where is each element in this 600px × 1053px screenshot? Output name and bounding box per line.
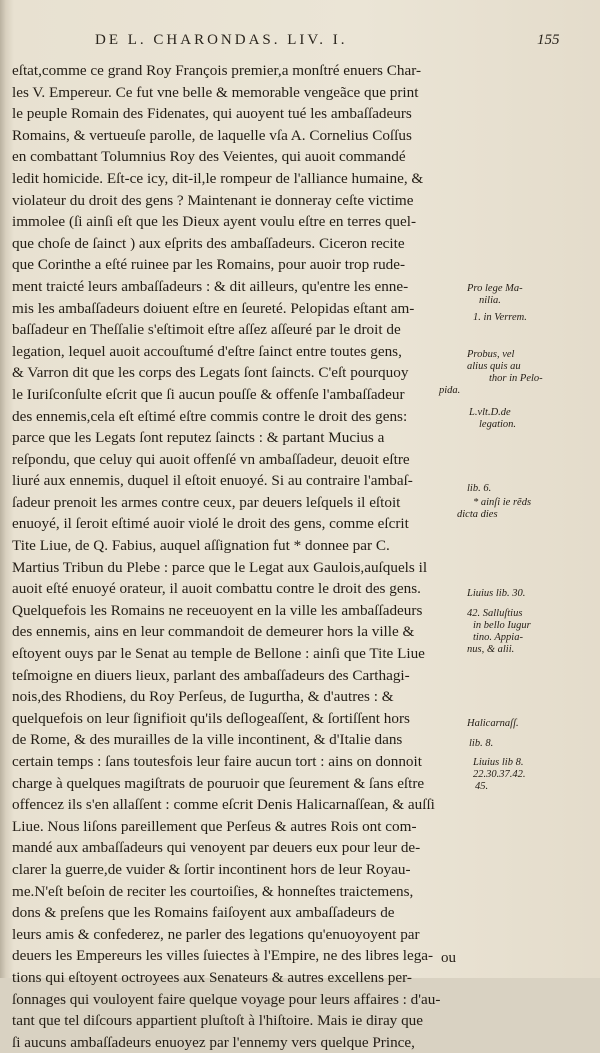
text-line: ledit homicide. Eſt-ce icy, dit-il,le rompeur de l'alliance humaine, & <box>12 169 424 187</box>
text-line: mandé aux ambaſſadeurs qui venoyent par deuers eux pour leur de- <box>12 839 421 857</box>
text-line: enuoyé, il ſeroit eſtimé auoir violé le droit des gens, comme eſcrit <box>12 515 409 533</box>
text-line: de Rome, & des murailles de la ville incontinent, & d'Italie dans <box>12 731 403 749</box>
margin-note-probus <box>439 349 597 397</box>
margin-note-line: thor in Pelo- <box>489 373 543 384</box>
text-line: Tite Liue, de Q. Fabius, auquel aſſignation fut * donnee par C. <box>12 537 390 555</box>
margin-note-line: legation. <box>479 419 517 430</box>
catchword: ou <box>441 950 456 966</box>
text-line: auoit eſté enuoyé orateur, il auoit combattu contre le droit des gens. <box>12 580 421 598</box>
margin-note-livius8 <box>467 757 597 793</box>
text-line: Liue. Nous liſons pareillement que Perſeus & autres Rois ont com- <box>12 817 417 835</box>
text-line: ſadeur prenoit les armes contre ceux, par deuers leſquels il eſtoit <box>12 493 401 511</box>
margin-note-livius30 <box>467 588 597 600</box>
margin-note-line: alius quis au <box>467 361 521 372</box>
text-line: charge à quelques magiſtrats de pouruoir que ſeurement & ſans eſtre <box>12 774 425 792</box>
text-line: legation, lequel auoit accouſtumé d'eſtre ſainct entre toutes gens, <box>12 342 402 360</box>
text-line: me.N'eſt beſoin de reciter les courtoiſies, & honneſtes traictemens, <box>12 882 414 900</box>
margin-note-line: L.vlt.D.de <box>469 407 511 418</box>
text-line: eſtoyent ouys par le Senat au temple de Bellone : ainſi que Tite Liue <box>12 645 425 663</box>
text-line: que Corinthe a eſté ruinee par les Romains, pour auoir trop rude- <box>12 256 406 274</box>
margin-note-line: * ainſi ie rẽds <box>473 497 532 508</box>
text-line: Martius Tribun du Plebe : parce que le Legat aux Gaulois,auſquels il <box>12 558 428 576</box>
text-line: Quelquefois les Romains ne receuoyent en la ville les ambaſſadeurs <box>12 601 423 619</box>
margin-note-line: Probus, vel <box>467 349 515 360</box>
text-line: en combattant Tolumnius Roy des Veientes, qui auoit commandé <box>12 148 406 166</box>
text-line: les V. Empereur. Ce fut vne belle & memorable vengeãce que print <box>12 83 419 101</box>
text-line: quelquefois on leur ſignifioit qu'ils deſlogeaſſent, & ſortiſſent hors <box>12 709 410 727</box>
margin-note-sallust <box>467 608 597 656</box>
text-line: immolee (ſi ainſi eſt que les Dieux ayent voulu eſtre en terres quel- <box>12 213 417 231</box>
margin-note-line: pida. <box>439 385 461 396</box>
text-line: violateur du droit des gens ? Maintenant ie donneray ceſte victime <box>12 191 414 209</box>
margin-note-line: Pro lege Ma- <box>467 283 523 294</box>
text-line: ſonnages qui vouloyent faire quelque voyage pour leurs affaires : d'au- <box>12 990 441 1008</box>
page-header <box>0 32 600 56</box>
margin-note-l-vlt <box>467 407 597 431</box>
text-line: ment traicté leurs ambaſſadeurs : & dit ailleurs, qu'entre les enne- <box>12 277 409 295</box>
main-text-block <box>12 60 464 1053</box>
text-line: dons & preſens que les Romains faiſoyent aux ambaſſadeurs de <box>12 904 395 922</box>
text-line: clarer la guerre,de vuider & ſortir incontinent hors de leur Royau- <box>12 860 411 878</box>
text-line: tant que tel diſcours appartient pluſtoſt à l'hiſtoire. Mais ie diray que <box>12 1012 424 1030</box>
text-line: mis les ambaſſadeurs doiuent eſtre en ſeureté. Pelopidas eſtant am- <box>12 299 415 317</box>
margin-note-line: 45. <box>475 781 489 792</box>
text-line: reſpondu, que celuy qui auoit offenſé vn ambaſſadeur, deuoit eſtre <box>12 450 410 468</box>
margin-note-line: 1. in Verrem. <box>473 312 527 323</box>
page-number: 155 <box>537 32 560 48</box>
text-line: le Iuriſconſulte eſcrit que ſi aucun pouſſe & offenſe l'ambaſſadeur <box>12 385 405 403</box>
margin-note-line: nus, & alii. <box>467 644 515 655</box>
text-line: nois,des Rhodiens, du Roy Perſeus, de Iugurtha, & d'autres : & <box>12 688 394 706</box>
margin-note-line: Liuius lib. 30. <box>467 588 526 599</box>
text-line: tions qui eſtoyent octroyees aux Senateurs & autres excellens per- <box>12 968 412 986</box>
text-line: & Varron dit que les corps des Legats ſont ſaincts. C'eſt pourquoy <box>12 364 409 382</box>
margin-note-line: Halicarnaſſ. <box>467 718 519 729</box>
margin-note-line: dicta dies <box>457 509 498 520</box>
margin-note-line: nilia. <box>479 295 501 306</box>
margin-note-line: Liuius lib 8. <box>473 757 524 768</box>
margin-note-line: in bello Iugur <box>473 620 531 631</box>
text-line: des ennemis, ains en leur commandoit de demeurer hors la ville & <box>12 623 415 641</box>
margin-note-line: 22.30.37.42. <box>473 769 526 780</box>
text-line: des ennemis,cela eſt eſtimé eſtre commis contre le droit des gens: <box>12 407 408 425</box>
margin-note-pro-lege <box>467 283 597 307</box>
margin-note-line: tino. Appia- <box>473 632 523 643</box>
margin-note-ainsi <box>457 497 597 521</box>
running-head: DE L. CHARONDAS. LIV. I. <box>95 32 348 48</box>
margin-note-halicar <box>467 718 597 730</box>
margin-note-lib6 <box>467 483 597 495</box>
text-line: Romains, & vertueuſe parolle, de laquelle vſa A. Cornelius Coſſus <box>12 126 412 144</box>
text-line: certain temps : ſans toutesfois leur faire aucun tort : ains on donnoit <box>12 753 422 770</box>
margin-note-lib8 <box>467 738 597 750</box>
text-line: deuers les Empereurs les villes ſuiectes à l'Empire, ne des libres lega- <box>12 947 434 965</box>
text-line: leurs amis & confederez, ne parler des legations qu'enuoyoyent par <box>12 925 420 943</box>
margin-note-in-verrem <box>467 312 597 324</box>
margin-note-line: lib. 8. <box>469 738 494 749</box>
text-line: baſſadeur en Theſſalie s'eſtimoit eſtre aſſez aſſeuré par le droit de <box>12 321 401 339</box>
text-line: offencez ils s'en allaſſent : comme eſcrit Denis Halicarnaſſean, & auſſi <box>12 796 435 814</box>
text-line: le peuple Romain des Fidenates, qui auoyent tué les ambaſſadeurs <box>12 105 412 123</box>
text-line: liuré aux ennemis, duquel il eſtoit enuoyé. Si au contraire l'ambaſ- <box>12 472 413 490</box>
text-line: parce que les Legats ſont reputez ſaincts : & partant Mucius a <box>12 429 385 447</box>
text-line: eſtat,comme ce grand Roy François premier,a monſtré enuers Char- <box>12 62 422 79</box>
margin-note-line: lib. 6. <box>467 483 492 494</box>
margin-note-line: 42. Salluſtius <box>467 608 523 619</box>
text-line: ſi aucuns ambaſſadeurs enuoyez par l'ennemy vers quelque Prince, <box>12 1033 415 1051</box>
text-line: que choſe de ſainct ) aux eſprits des ambaſſadeurs. Ciceron recite <box>12 234 405 252</box>
text-line: teſmoigne en diuers lieux, parlant des ambaſſadeurs des Carthagi- <box>12 666 410 684</box>
